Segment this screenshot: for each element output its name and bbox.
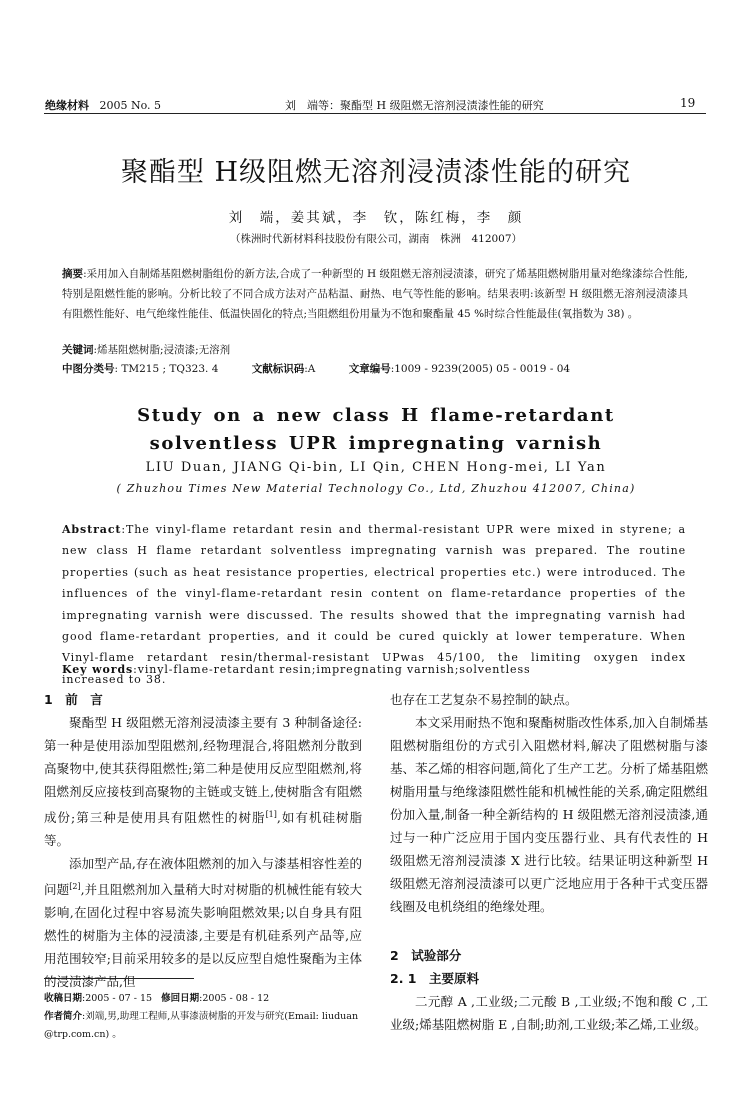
clc-value: : TM215 ; TQ323. 4 [114, 363, 219, 375]
cn-classification [62, 361, 600, 376]
footnote-dates [44, 990, 362, 1008]
en-title-line1: Study on a new class H flame-retardant [137, 405, 615, 426]
header-rule [44, 113, 706, 114]
cn-abstract-text: :采用加入自制烯基阻燃树脂组份的新方法,合成了一种新型的 H 级阻燃无溶剂浸渍漆，研究了烯基阻燃树脂用量对绝缘漆综合性能,特别是阻燃性能的影响。分析比较了不同合成方法对产品粘温、耐热、电气等性能的影响。结果表明:该新型 H 级阻燃无溶剂浸渍漆具有阻燃性能好、电气绝缘性能佳、低温快固化的特点;当阻燃组份用量为不饱和聚酯量 45 %时综合性能最佳(氧指数为 38) 。 [62, 268, 689, 320]
cn-abstract [62, 264, 688, 324]
revised-date: :2005 - 08 - 12 [199, 993, 270, 1004]
en-affiliation: ( Zhuzhou Times New Material Technology Co., Ltd, Zhuzhou 412007, China) [116, 482, 636, 495]
paragraph-2-tail: ,并且阻燃剂加入量稍大时对树脂的机械性能有较大影响,在固化过程中容易流失影响阻燃效果;以自身具有阻燃性的树脂为主体的浸渍漆,主要是有机硅系列产品等,应用范围较窄;目前采用较多的是以反应型自熄性聚酯为主体的浸渍漆产品,但 [44, 882, 362, 990]
section2-block [390, 944, 708, 1036]
paragraph-1-text: 聚酯型 H 级阻燃无溶剂浸渍漆主要有 3 种制备途径:第一种是使用添加型阻燃剂,经物理混合,将阻燃剂分散到高聚物中,使其获得阻燃性;第二种是使用反应型阻燃剂,将阻燃剂反应接枝到高聚物的主链或支链上,使树脂含有阻燃成份;第三种是使用具有阻燃性的树脂 [44, 715, 362, 826]
paragraph-1-tail: ,如有机硅树脂等。 [44, 810, 362, 849]
body-right-column [390, 688, 708, 918]
citation-1: [1] [265, 810, 277, 819]
cn-authors: 刘 端，姜其斌，李 钦，陈红梅，李 颜 [228, 210, 524, 226]
citation-2: [2] [69, 882, 81, 892]
clc-group [62, 363, 218, 375]
page-number: 19 [680, 96, 696, 110]
author-info-text: :刘端,男,助理工程师,从事漆渍树脂的开发与研究(Email: liuduan @trp.com.cn) 。 [44, 1011, 359, 1040]
received-date: :2005 - 07 - 15 [82, 993, 153, 1004]
running-title: 刘 端等：聚酯型 H 级阻燃无溶剂浸渍漆性能的研究 [285, 99, 544, 112]
en-keywords-text: :vinyl-flame-retardant resin;impregnating varnish;solventless [133, 663, 531, 676]
paragraph-1 [44, 711, 362, 852]
en-keywords [62, 663, 531, 676]
paragraph-4: 二元醇 A ,工业级;二元酸 B ,工业级;不饱和酸 C ,工业级;烯基阻燃树脂 E ,自制;助剂,工业级;苯乙烯,工业级。 [390, 994, 708, 1032]
paragraph-2 [44, 852, 362, 993]
revised-label: 修回日期 [161, 993, 200, 1004]
footnote-author [44, 1008, 362, 1044]
en-abstract-text: :The vinyl-flame retardant resin and thermal-resistant UPR were mixed in styrene; a new class H flame retardant solventless impregnating varnish was prepared. The routine properties (such as heat resistance properties, electrical properties etc.) were introduced. The influences of the vinyl-flame-retardant resin content on flame-retardance properties of the impregnating varnish were discussed. The results showed that the impregnating varnish had good flame-retardant properties, and it could be cured quickly at lower temperature. When Vinyl-flame retardant resin/thermal-resistant UPwas 45/100, the limiting oxygen index increased to 38. [62, 523, 686, 686]
clc-label: 中图分类号 [62, 363, 115, 375]
cn-keywords-text: :烯基阻燃树脂;浸渍漆;无溶剂 [93, 344, 231, 356]
article-no-value: :1009 - 9239(2005) 05 - 0019 - 04 [390, 363, 571, 375]
article-no-group [349, 363, 570, 375]
journal-issue: 2005 No. 5 [99, 99, 162, 112]
body-left-column [44, 688, 362, 993]
paragraph-3: 本文采用耐热不饱和聚酯树脂改性体系,加入自制烯基阻燃树脂组份的方式引入阻燃材料,解决了阻燃树脂与漆基、苯乙烯的相容问题,简化了生产工艺。分析了烯基阻燃树脂用量与绝缘漆阻燃性能和机械性能的关系,确定阻燃组份加入量,制备一种全新结构的 H 级阻燃无溶剂浸渍漆,通过与一种广泛应用于国内变压器行业、具有代表性的 H 级阻燃无溶剂浸渍漆 X 进行比较。结果证明这种新型 H 级阻燃无溶剂浸渍漆可以更广泛地应用于各种干式变压器线圈及电机绕组的绝缘处理。 [390, 715, 708, 914]
paragraph-2-text: 添加型产品,存在液体阻燃剂的加入与漆基相容性差的问题 [44, 856, 362, 898]
cn-abstract-label: 摘要 [62, 268, 84, 280]
doc-code-label: 文献标识码 [251, 363, 305, 375]
en-title-line2: solventless UPR impregnating varnish [149, 433, 603, 454]
section2-heading: 2 试验部分 [390, 948, 462, 963]
journal-header [45, 97, 161, 113]
section2-1-heading: 2. 1 主要原料 [390, 971, 479, 986]
cn-keywords [62, 342, 230, 357]
article-no-label: 文章编号 [348, 363, 391, 375]
section1-heading: 1 前 言 [44, 692, 103, 707]
en-authors: LIU Duan, JIANG Qi-bin, LI Qin, CHEN Hong-mei, LI Yan [145, 460, 607, 475]
footnote-rule [44, 978, 194, 979]
cn-keywords-label: 关键词 [62, 344, 94, 356]
journal-name: 绝缘材料 [45, 99, 89, 112]
en-keywords-label: Key words [62, 663, 134, 676]
author-info-label: 作者简介 [44, 1011, 83, 1022]
doc-code-value: :A [304, 363, 316, 375]
doc-code-group [252, 363, 316, 375]
cn-affiliation: （株洲时代新材料科技股份有限公司，湖南 株洲 412007） [229, 233, 523, 245]
received-label: 收稿日期 [44, 993, 83, 1004]
cn-title: 聚酯型 H级阻燃无溶剂浸渍漆性能的研究 [120, 157, 632, 188]
paragraph-2-continuation: 也存在工艺复杂不易控制的缺点。 [390, 692, 578, 707]
en-abstract-label: Abstract [62, 523, 122, 536]
